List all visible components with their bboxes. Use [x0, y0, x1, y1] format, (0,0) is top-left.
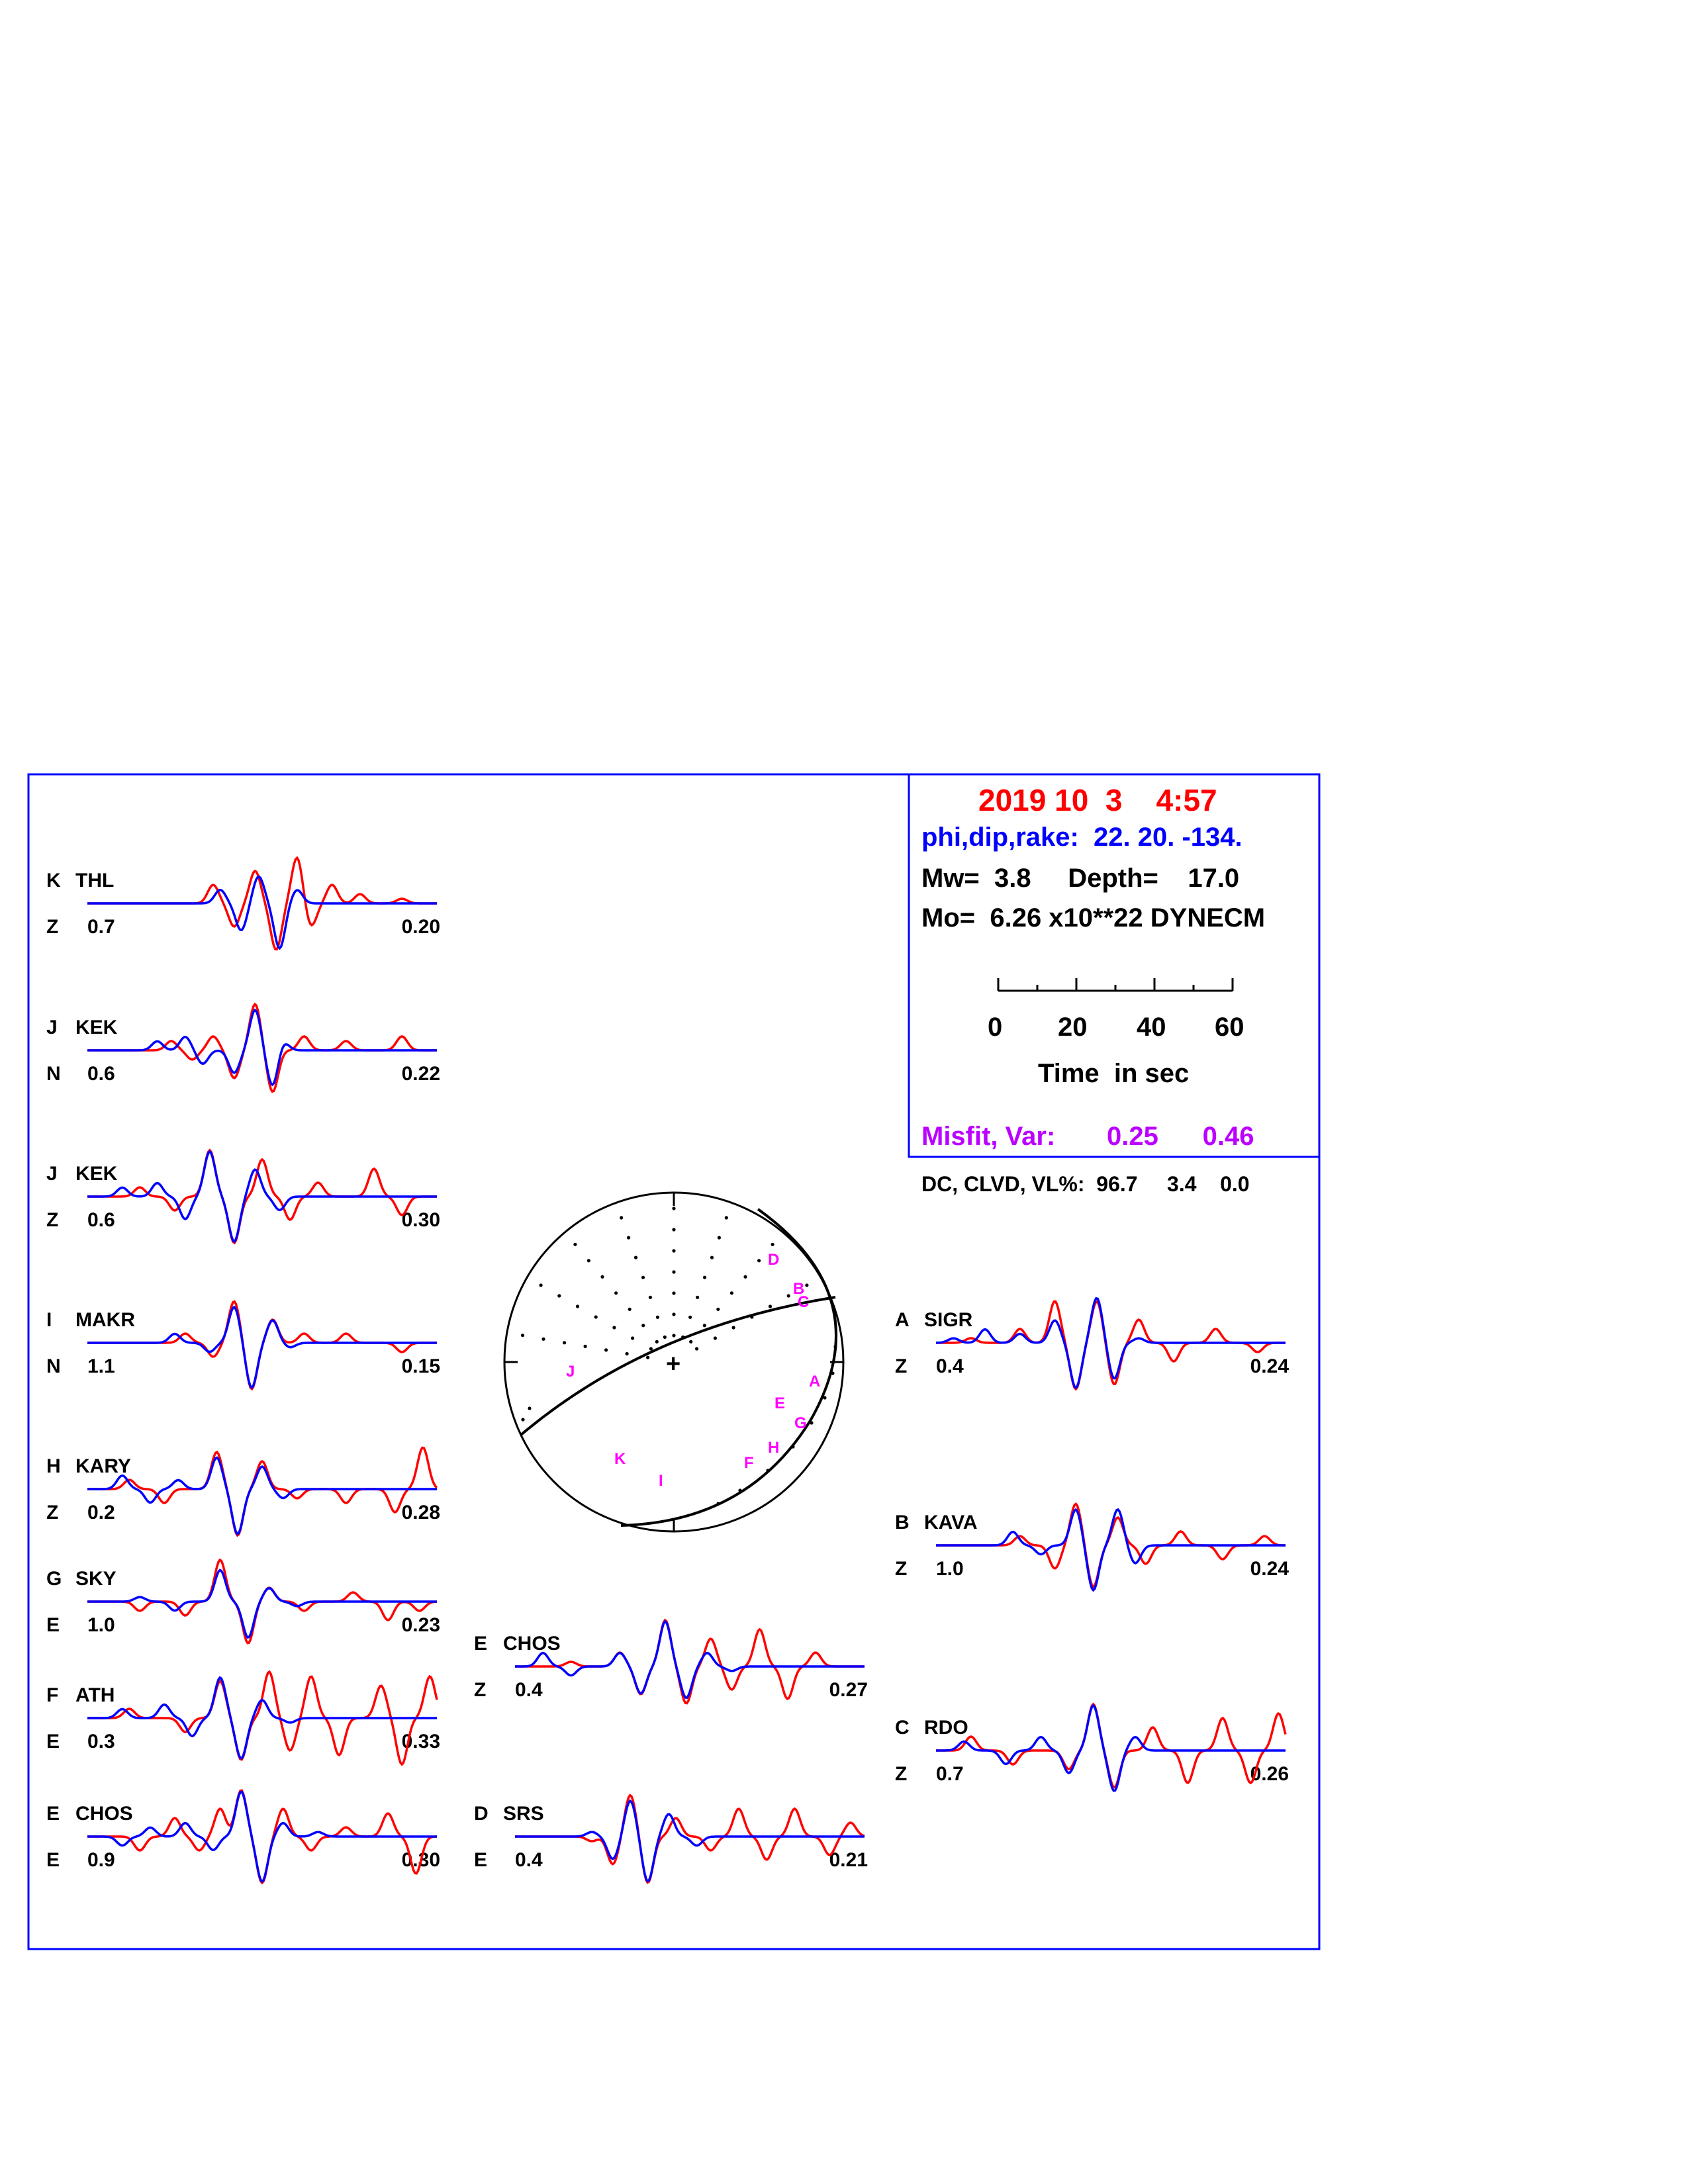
pressure-dot — [521, 1334, 524, 1337]
pressure-dot — [576, 1304, 579, 1308]
waveform-panel-chos-e — [46, 1790, 440, 1883]
component-label: Z — [895, 1355, 908, 1377]
station-name: ATH — [75, 1684, 115, 1706]
fit-value: 0.24 — [1250, 1355, 1289, 1377]
waveform-panel-srs-e — [474, 1796, 868, 1883]
pressure-dot — [688, 1316, 692, 1319]
station-label: A — [895, 1309, 910, 1331]
beachball-station-b: B — [793, 1280, 805, 1298]
fit-value: 0.30 — [401, 1209, 440, 1231]
waveform-panel-makr-n — [46, 1302, 440, 1389]
station-label: E — [46, 1803, 60, 1825]
pressure-dot — [628, 1308, 632, 1311]
station-name: KEK — [75, 1017, 118, 1038]
pressure-dot — [695, 1347, 698, 1350]
pressure-dot — [594, 1315, 598, 1318]
pressure-dot — [696, 1296, 699, 1299]
waveform-panel-kek-z — [46, 1150, 440, 1243]
station-markers — [566, 1251, 820, 1490]
pressure-dot — [656, 1316, 659, 1319]
pressure-dot — [573, 1243, 577, 1246]
pressure-dot — [716, 1502, 720, 1505]
magnitude-depth: Mw= 3.8 Depth= 17.0 — [921, 864, 1240, 893]
beachball-station-c: C — [798, 1293, 810, 1311]
amplitude-value: 0.7 — [87, 916, 115, 938]
observed-waveform — [87, 1004, 437, 1091]
component-label: Z — [46, 1502, 59, 1524]
fit-value: 0.15 — [401, 1355, 440, 1377]
pressure-dot — [672, 1312, 675, 1316]
station-name: KEK — [75, 1163, 118, 1185]
pressure-dot — [627, 1236, 630, 1240]
component-label: N — [46, 1063, 61, 1085]
pressure-dot — [539, 1283, 543, 1287]
misfit-variance: Misfit, Var: 0.25 0.46 — [921, 1122, 1254, 1151]
component-label: N — [46, 1355, 61, 1377]
station-label: F — [46, 1684, 59, 1706]
fit-value: 0.24 — [1250, 1558, 1289, 1580]
moment-decomposition: DC, CLVD, VL%: 96.7 3.4 0.0 — [921, 1172, 1250, 1196]
pressure-dot — [626, 1352, 629, 1355]
pressure-dot — [703, 1324, 706, 1327]
pressure-dot — [600, 1275, 604, 1279]
pressure-dot — [649, 1347, 653, 1350]
waveform-panel-sigr-z — [895, 1298, 1289, 1389]
station-label: I — [46, 1309, 52, 1331]
synthetic-waveform — [87, 1010, 437, 1085]
time-tick-40: 40 — [1137, 1013, 1166, 1042]
pressure-dot — [672, 1206, 675, 1210]
pressure-dot — [787, 1294, 790, 1297]
synthetic-waveform — [87, 1458, 437, 1534]
pressure-dot — [655, 1340, 659, 1343]
synthetic-waveform — [87, 1570, 437, 1638]
time-tick-60: 60 — [1215, 1013, 1244, 1042]
beachball-station-h: H — [768, 1439, 780, 1457]
fit-value: 0.21 — [829, 1849, 868, 1871]
pressure-dot — [672, 1334, 675, 1337]
pressure-dot — [732, 1326, 735, 1329]
fit-value: 0.26 — [1250, 1763, 1289, 1785]
station-label: B — [895, 1512, 910, 1533]
seismic-moment: Mo= 6.26 x10**22 DYNECM — [921, 903, 1266, 933]
fit-value: 0.30 — [401, 1849, 440, 1871]
amplitude-value: 0.3 — [87, 1731, 115, 1752]
pressure-dot — [750, 1315, 753, 1318]
component-label: E — [46, 1849, 60, 1871]
amplitude-value: 0.7 — [936, 1763, 964, 1785]
amplitude-value: 0.6 — [87, 1063, 115, 1085]
pressure-dot — [634, 1256, 637, 1259]
pressure-dot — [528, 1406, 531, 1410]
pressure-dot — [663, 1336, 667, 1339]
station-name: RDO — [924, 1717, 968, 1739]
station-name: KARY — [75, 1455, 131, 1477]
mechanism-parameters: phi,dip,rake: 22. 20. -134. — [921, 823, 1243, 852]
pressure-dot — [631, 1336, 634, 1340]
pressure-dot — [714, 1336, 717, 1340]
pressure-dot — [831, 1371, 834, 1375]
waveform-panel-chos-z — [474, 1620, 868, 1704]
pressure-dot — [689, 1340, 692, 1343]
time-tick-20: 20 — [1058, 1013, 1088, 1042]
synthetic-waveform — [515, 1621, 865, 1698]
synthetic-waveform — [87, 1307, 437, 1388]
amplitude-value: 0.4 — [936, 1355, 964, 1377]
pressure-dot — [521, 1418, 524, 1421]
amplitude-value: 1.0 — [87, 1614, 115, 1636]
component-label: Z — [895, 1763, 908, 1785]
pressure-dot — [557, 1294, 561, 1297]
station-name: SKY — [75, 1568, 117, 1590]
synthetic-waveform — [515, 1801, 865, 1881]
pressure-dot — [672, 1291, 675, 1295]
time-axis-label: Time in sec — [1038, 1059, 1190, 1088]
component-label: Z — [895, 1558, 908, 1580]
pressure-dot — [771, 1243, 774, 1246]
synthetic-waveform — [87, 1792, 437, 1882]
component-label: E — [474, 1849, 488, 1871]
station-label: J — [46, 1163, 58, 1185]
station-name: SIGR — [924, 1309, 973, 1331]
beachball-station-e: E — [774, 1394, 786, 1412]
pressure-dot — [810, 1421, 813, 1424]
station-label: E — [474, 1633, 488, 1655]
beachball-station-f: F — [744, 1454, 754, 1472]
waveform-panel-rdo-z — [895, 1704, 1289, 1791]
station-label: H — [46, 1455, 61, 1477]
pressure-dot — [672, 1228, 675, 1231]
pressure-dot — [805, 1283, 808, 1287]
pressure-dot — [725, 1216, 728, 1219]
pressure-dot — [587, 1259, 590, 1262]
beachball-station-j: J — [566, 1363, 575, 1381]
time-scale-bar — [998, 978, 1233, 991]
pressure-dot — [716, 1308, 720, 1311]
waveform-panel-kava-z — [895, 1504, 1289, 1590]
pressure-dot — [646, 1356, 649, 1359]
amplitude-value: 0.9 — [87, 1849, 115, 1871]
pressure-dot — [730, 1291, 733, 1295]
fit-value: 0.20 — [401, 916, 440, 938]
amplitude-value: 1.1 — [87, 1355, 115, 1377]
component-label: Z — [46, 916, 59, 938]
beachball-station-i: I — [659, 1472, 663, 1490]
station-name: MAKR — [75, 1309, 135, 1331]
station-label: J — [46, 1017, 58, 1038]
fit-value: 0.23 — [401, 1614, 440, 1636]
pressure-dot — [738, 1488, 741, 1492]
focal-mechanism-beachball — [504, 1193, 843, 1531]
time-tick-0: 0 — [988, 1013, 1003, 1042]
synthetic-waveform — [936, 1510, 1286, 1590]
fit-value: 0.22 — [401, 1063, 440, 1085]
waveform-panel-kek-n — [46, 1004, 440, 1091]
pressure-dot — [718, 1236, 721, 1240]
waveform-panel-kary-z — [46, 1447, 440, 1535]
pressure-dot — [672, 1270, 675, 1273]
station-label: K — [46, 870, 61, 891]
station-label: G — [46, 1568, 62, 1590]
pressure-dot — [584, 1345, 587, 1348]
waveform-panel-ath-e — [46, 1672, 440, 1764]
pressure-dot — [703, 1276, 706, 1279]
station-name: CHOS — [503, 1633, 561, 1655]
station-name: KAVA — [924, 1512, 978, 1533]
station-name: CHOS — [75, 1803, 133, 1825]
pressure-dot — [641, 1324, 645, 1327]
pressure-dot — [641, 1276, 645, 1279]
amplitude-value: 0.2 — [87, 1502, 115, 1524]
event-datetime: 2019 10 3 4:57 — [978, 783, 1217, 817]
station-label: C — [895, 1717, 910, 1739]
beachball-station-k: K — [614, 1450, 626, 1468]
observed-waveform — [936, 1704, 1286, 1788]
pressure-dot — [833, 1345, 837, 1348]
observed-waveform — [936, 1301, 1286, 1388]
beachball-station-a: A — [809, 1373, 821, 1390]
station-name: THL — [75, 870, 115, 891]
synthetic-waveform — [936, 1706, 1286, 1791]
pressure-dot — [563, 1341, 566, 1344]
pressure-dot — [612, 1326, 616, 1329]
fit-value: 0.28 — [401, 1502, 440, 1524]
fit-value: 0.33 — [401, 1731, 440, 1752]
station-name: SRS — [503, 1803, 544, 1825]
beachball-station-g: G — [794, 1414, 807, 1432]
amplitude-value: 0.6 — [87, 1209, 115, 1231]
component-label: E — [46, 1731, 60, 1752]
waveform-panel-sky-e — [46, 1560, 440, 1643]
amplitude-value: 1.0 — [936, 1558, 964, 1580]
component-label: E — [46, 1614, 60, 1636]
pressure-dot — [604, 1348, 608, 1351]
beachball-station-d: D — [768, 1251, 780, 1269]
amplitude-value: 0.4 — [515, 1849, 543, 1871]
component-label: Z — [46, 1209, 59, 1231]
fit-value: 0.27 — [829, 1679, 868, 1701]
amplitude-value: 0.4 — [515, 1679, 543, 1701]
pressure-dot — [766, 1469, 769, 1472]
component-label: Z — [474, 1679, 487, 1701]
pressure-dot — [614, 1291, 618, 1295]
pressure-dot — [791, 1445, 794, 1448]
pressure-dot — [672, 1249, 675, 1252]
pressure-dot — [541, 1338, 545, 1341]
pressure-dot — [681, 1336, 684, 1339]
pressure-dot — [823, 1396, 826, 1399]
nodal-plane-2 — [621, 1209, 836, 1525]
synthetic-waveform — [87, 1152, 437, 1242]
pressure-dot — [710, 1256, 714, 1259]
pressure-dot — [620, 1216, 623, 1219]
station-label: D — [474, 1803, 489, 1825]
pressure-dot — [757, 1259, 761, 1262]
waveform-panel-thl-z — [46, 858, 440, 949]
pressure-dot — [743, 1275, 747, 1279]
pressure-dot — [649, 1296, 652, 1299]
pressure-dot — [769, 1304, 772, 1308]
center-cross: + — [666, 1350, 681, 1378]
